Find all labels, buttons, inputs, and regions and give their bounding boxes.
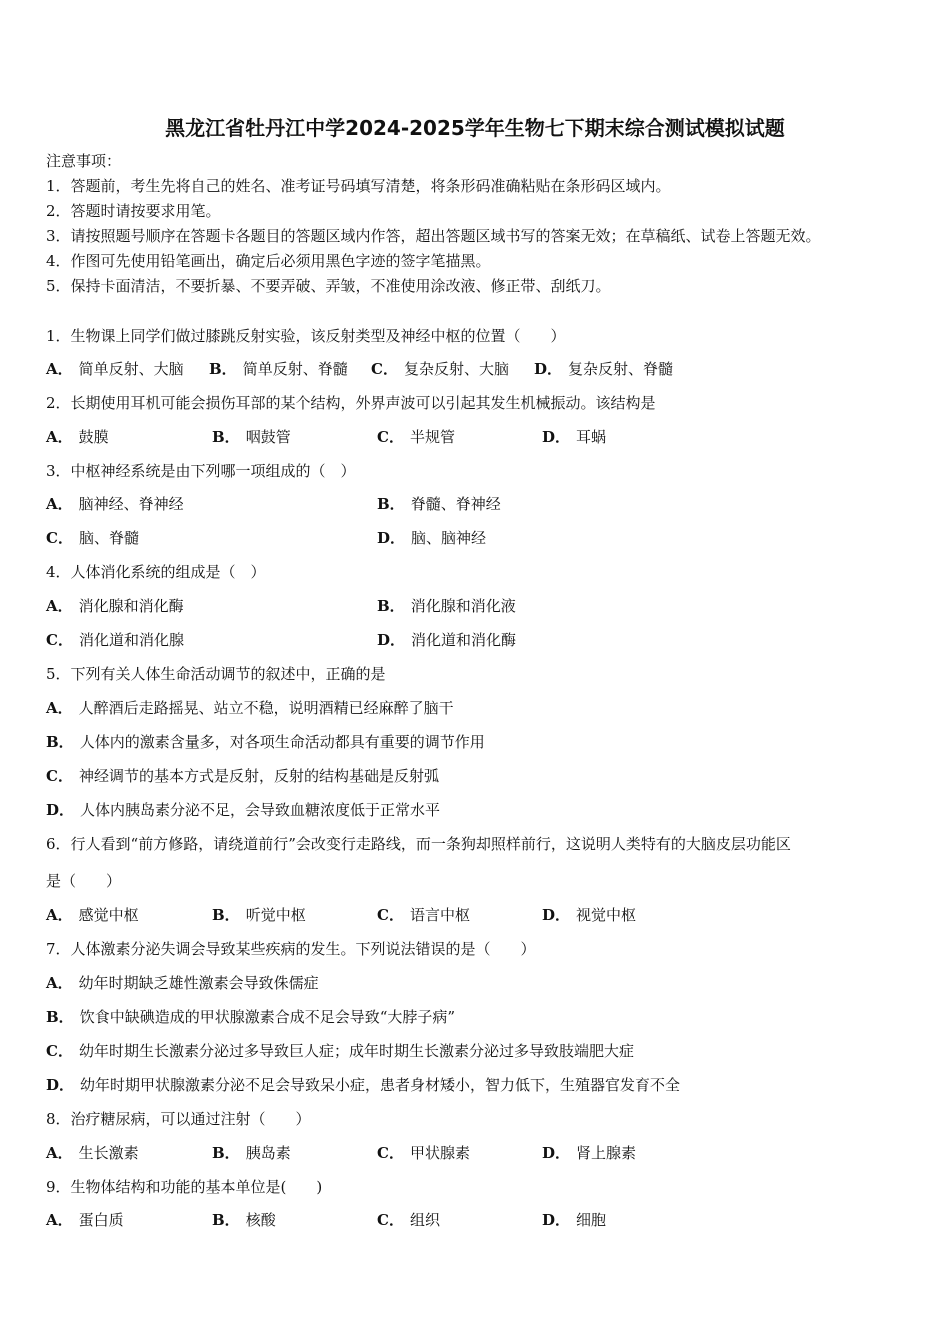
option-text: 人体内胰岛素分泌不足，会导致血糖浓度低于正常水平 — [80, 801, 441, 819]
option-label: A． — [46, 360, 73, 378]
notice-item: 4．作图可先使用铅笔画出，确定后必须用黑色字迹的签字笔描黑。 — [46, 252, 491, 270]
notice-item: 2．答题时请按要求用笔。 — [46, 202, 221, 220]
option-label: B． — [212, 906, 240, 924]
option-label: C． — [377, 1144, 404, 1162]
option-b — [209, 359, 348, 379]
page-title: 黑龙江省牡丹江中学2024-2025学年生物七下期末综合测试模拟试题 — [165, 116, 785, 140]
question-stem: 4．人体消化系统的组成是（ ） — [46, 563, 266, 581]
option-text: 消化道和消化腺 — [78, 631, 184, 649]
option-text: 复杂反射、脊髓 — [568, 360, 674, 378]
option-a — [46, 973, 319, 993]
option-text: 细胞 — [576, 1211, 607, 1229]
question-stem: 7．人体激素分泌失调会导致某些疾病的发生。下列说法错误的是（ ） — [46, 940, 536, 958]
option-label: D． — [377, 529, 406, 547]
option-c — [46, 630, 184, 650]
option-label: B． — [212, 428, 240, 446]
notice-item: 3．请按照题号顺序在答题卡各题目的答题区域内作答，超出答题区域书写的答案无效；在草稿纸、试卷上答题无效。 — [46, 227, 821, 245]
question-stem: 1．生物课上同学们做过膝跳反射实验，该反射类型及神经中枢的位置（ ） — [46, 327, 566, 345]
option-text: 感觉中枢 — [78, 906, 139, 924]
option-b — [377, 494, 501, 514]
question-stem: 8．治疗糖尿病，可以通过注射（ ） — [46, 1110, 311, 1128]
option-c — [46, 1041, 634, 1061]
option-text: 消化腺和消化酶 — [78, 597, 184, 615]
option-d — [534, 359, 673, 379]
option-text: 脊髓、脊神经 — [410, 495, 501, 513]
option-text: 视觉中枢 — [576, 906, 637, 924]
option-d — [542, 905, 636, 925]
option-b — [46, 1007, 455, 1027]
option-b — [212, 905, 306, 925]
option-a — [46, 494, 184, 514]
option-a — [46, 427, 109, 447]
option-b — [212, 427, 291, 447]
option-label: A． — [46, 428, 73, 446]
option-b — [212, 1143, 291, 1163]
question-stem: 5．下列有关人体生命活动调节的叙述中，正确的是 — [46, 665, 386, 683]
notice-heading: 注意事项： — [46, 152, 122, 170]
option-c — [46, 766, 439, 786]
option-a — [46, 1143, 139, 1163]
option-label: A． — [46, 495, 73, 513]
option-d — [46, 800, 440, 820]
notice-item: 1．答题前，考生先将自己的姓名、准考证号码填写清楚，将条形码准确粘贴在条形码区域内。 — [46, 177, 671, 195]
option-label: A． — [46, 597, 73, 615]
option-text: 消化腺和消化液 — [410, 597, 516, 615]
option-text: 蛋白质 — [78, 1211, 124, 1229]
option-d — [542, 1210, 606, 1230]
option-label: D． — [46, 1076, 75, 1094]
option-text: 生长激素 — [78, 1144, 139, 1162]
option-text: 肾上腺素 — [576, 1144, 637, 1162]
option-text: 核酸 — [245, 1211, 276, 1229]
option-text: 胰岛素 — [245, 1144, 291, 1162]
question-stem: 6．行人看到“前方修路，请绕道前行”会改变行走路线，而一条狗却照样前行，这说明人类特有的大脑皮层功能区 — [46, 835, 791, 853]
option-label: C． — [377, 906, 404, 924]
option-text: 耳蜗 — [576, 428, 607, 446]
option-label: C． — [46, 767, 73, 785]
option-b — [212, 1210, 276, 1230]
option-text: 半规管 — [409, 428, 455, 446]
option-label: C． — [46, 529, 73, 547]
option-label: D． — [46, 801, 75, 819]
option-text: 咽鼓管 — [245, 428, 291, 446]
option-text: 神经调节的基本方式是反射，反射的结构基础是反射弧 — [78, 767, 439, 785]
option-label: C． — [46, 631, 73, 649]
option-label: A． — [46, 699, 73, 717]
option-label: B． — [212, 1144, 240, 1162]
option-text: 消化道和消化酶 — [411, 631, 517, 649]
option-label: D． — [377, 631, 406, 649]
option-label: A． — [46, 974, 73, 992]
option-text: 复杂反射、大脑 — [403, 360, 509, 378]
option-text: 脑神经、脊神经 — [78, 495, 184, 513]
option-text: 脑、脊髓 — [78, 529, 139, 547]
option-label: C． — [46, 1042, 73, 1060]
option-text: 人醉酒后走路摇晃、站立不稳，说明酒精已经麻醉了脑干 — [78, 699, 454, 717]
option-d — [46, 1075, 680, 1095]
option-text: 语言中枢 — [409, 906, 470, 924]
option-label: C． — [371, 360, 398, 378]
option-a — [46, 596, 184, 616]
option-d — [542, 1143, 636, 1163]
question-stem-continued: 是（ ） — [46, 872, 122, 890]
option-label: B． — [209, 360, 237, 378]
option-d — [542, 427, 606, 447]
option-label: D． — [542, 1144, 571, 1162]
option-label: B． — [212, 1211, 240, 1229]
option-a — [46, 359, 184, 379]
question-stem: 3．中枢神经系统是由下列哪一项组成的（ ） — [46, 462, 356, 480]
option-label: D． — [542, 428, 571, 446]
option-label: A． — [46, 1211, 73, 1229]
option-d — [377, 528, 486, 548]
question-stem: 9．生物体结构和功能的基本单位是( ) — [46, 1178, 323, 1196]
option-b — [377, 596, 516, 616]
option-label: B． — [377, 597, 405, 615]
option-c — [377, 427, 455, 447]
option-text: 鼓膜 — [78, 428, 109, 446]
option-text: 幼年时期甲状腺激素分泌不足会导致呆小症，患者身材矮小，智力低下，生殖器官发育不全 — [80, 1076, 681, 1094]
option-text: 简单反射、大脑 — [78, 360, 184, 378]
option-label: C． — [377, 1211, 404, 1229]
option-text: 人体内的激素含量多，对各项生命活动都具有重要的调节作用 — [79, 733, 485, 751]
option-c — [377, 1143, 470, 1163]
option-c — [46, 528, 139, 548]
option-label: A． — [46, 1144, 73, 1162]
option-label: D． — [542, 906, 571, 924]
option-label: C． — [377, 428, 404, 446]
option-a — [46, 905, 139, 925]
option-text: 简单反射、脊髓 — [242, 360, 348, 378]
option-label: B． — [377, 495, 405, 513]
notice-item: 5．保持卡面清洁，不要折暴、不要弄破、弄皱，不准使用涂改液、修正带、刮纸刀。 — [46, 277, 611, 295]
option-a — [46, 1210, 124, 1230]
question-stem: 2．长期使用耳机可能会损伤耳部的某个结构，外界声波可以引起其发生机械振动。该结构是 — [46, 394, 656, 412]
option-text: 饮食中缺碘造成的甲状腺激素合成不足会导致“大脖子病” — [79, 1008, 456, 1026]
option-text: 听觉中枢 — [245, 906, 306, 924]
option-label: D． — [534, 360, 563, 378]
option-d — [377, 630, 516, 650]
option-label: D． — [542, 1211, 571, 1229]
option-c — [377, 1210, 440, 1230]
option-text: 甲状腺素 — [409, 1144, 470, 1162]
option-text: 幼年时期生长激素分泌过多导致巨人症；成年时期生长激素分泌过多导致肢端肥大症 — [78, 1042, 634, 1060]
option-text: 脑、脑神经 — [411, 529, 487, 547]
option-c — [377, 905, 470, 925]
option-a — [46, 698, 454, 718]
option-label: B． — [46, 1008, 74, 1026]
option-label: A． — [46, 906, 73, 924]
option-b — [46, 732, 485, 752]
option-c — [371, 359, 509, 379]
option-label: B． — [46, 733, 74, 751]
option-text: 组织 — [409, 1211, 440, 1229]
option-text: 幼年时期缺乏雄性激素会导致侏儒症 — [78, 974, 319, 992]
